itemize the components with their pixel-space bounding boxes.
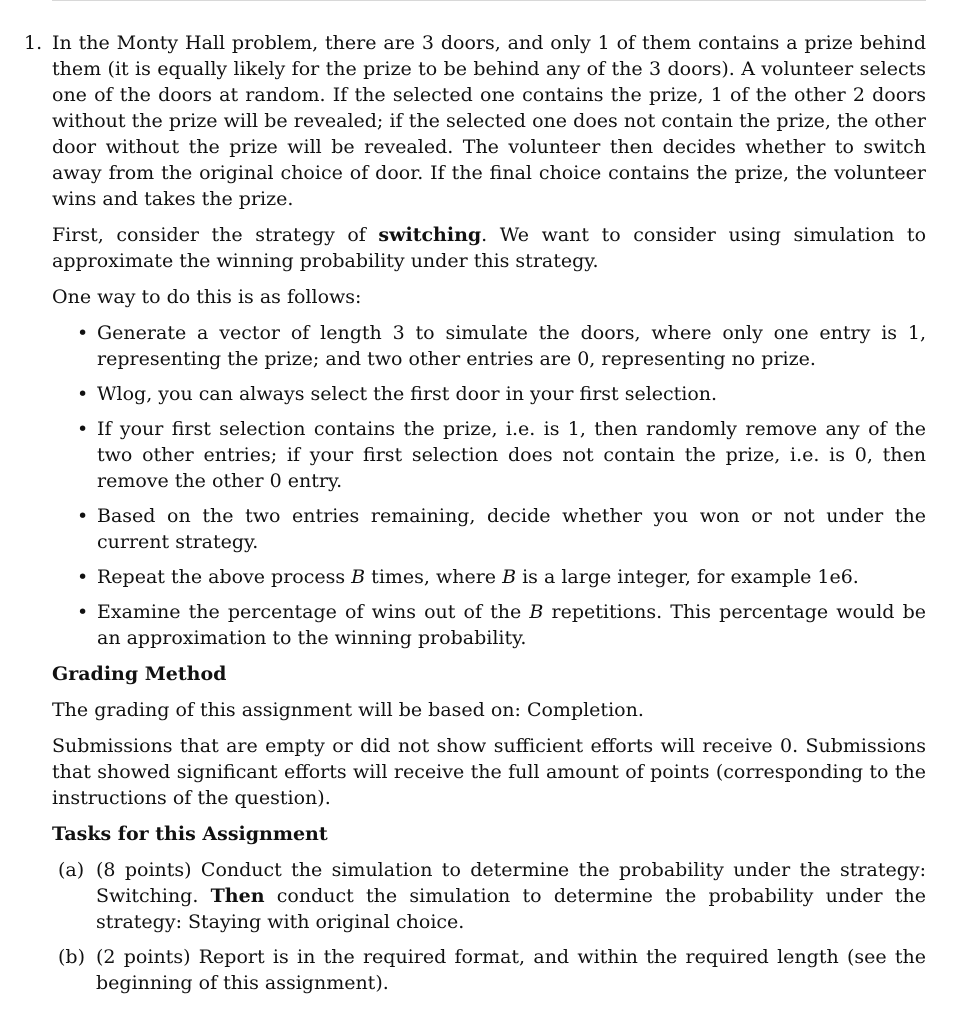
method-intro: One way to do this is as follows: [52,286,362,308]
task-label: (b) [58,946,85,968]
strategy-text-before: First, consider the strategy of [52,224,379,246]
tasks-heading: Tasks for this Assignment [52,823,328,845]
problem-intro: In the Monty Hall problem, there are 3 doors, and only 1 of them contains a prize behind them (it is equally likely for the prize to be behind any of the 3 doors). A volunteer selects one of the doors at random. If the selected one contains the prize, 1 of the other 2 doors without the prize will be revealed; if the selected one does not contain the prize, the other door without the prize will be revealed. The volunteer then decides whether to switch away from the original choice of door. If the final choice contains the prize, the volunteer wins and takes the prize. [52,32,926,210]
math-variable: B [502,566,517,588]
strategy-paragraph [52,222,926,274]
task-text-part: conduct the simulation to determine the probability under the strategy: Staying with original choice. [96,885,926,933]
grading-heading: Grading Method [52,663,227,685]
list-item [52,503,926,555]
math-variable: B [351,566,366,588]
bullet-icon: • [77,601,89,623]
task-text: (2 points) Report is in the required format, and within the required length (see the beginning of this assignment). [96,946,926,994]
list-item [52,416,926,494]
step-text-part: is a large integer, for example 1e6. [516,566,859,588]
strategy-keyword: switching [378,224,482,246]
bullet-icon: • [77,418,89,440]
list-item [52,944,926,996]
task-label: (a) [58,859,85,881]
grading-basis: The grading of this assignment will be based on: Completion. [52,699,644,721]
tasks-list [52,857,926,996]
bullet-icon: • [77,566,89,588]
bullet-icon: • [77,505,89,527]
top-divider [52,0,926,1]
step-text-part: Repeat the above process [97,566,352,588]
step-text: If your first selection contains the prize, i.e. is 1, then randomly remove any of the two other entries; if your first selection does not contain the prize, i.e. is 0, then remove the other 0 entry. [97,418,926,492]
bullet-icon: • [77,322,89,344]
list-item [52,320,926,372]
step-text [97,566,859,588]
list-item [52,564,926,590]
math-variable: B [529,601,544,623]
task-text-part: (8 points) Conduct the simulation to determine the probability under the strategy: Switching. [96,859,926,907]
step-text: Generate a vector of length 3 to simulate the doors, where only one entry is 1, representing the prize; and two other entries are 0, representing no prize. [97,322,926,370]
grading-detail: Submissions that are empty or did not show sufficient efforts will receive 0. Submissions that showed significant efforts will receive the full amount of points (corresponding to the instructions of the question). [52,735,926,809]
step-text-part: times, where [365,566,503,588]
method-steps-list [52,320,926,651]
list-item [52,599,926,651]
bullet-icon: • [77,383,89,405]
step-text: Based on the two entries remaining, decide whether you won or not under the current strategy. [97,505,926,553]
step-text: Wlog, you can always select the first door in your first selection. [97,383,718,405]
step-text-part: repetitions. This percentage would be an approximation to the winning probability. [97,601,926,649]
task-emphasis: Then [210,885,265,907]
list-item [52,381,926,407]
list-item [52,857,926,935]
question-body [52,30,926,1005]
step-text-part: Examine the percentage of wins out of the [97,601,530,623]
task-text [96,859,926,933]
step-text [97,601,926,649]
question-number: 1. [24,32,43,54]
strategy-text-after: . We want to consider using simulation to approximate the winning probability under this strategy. [52,224,927,272]
